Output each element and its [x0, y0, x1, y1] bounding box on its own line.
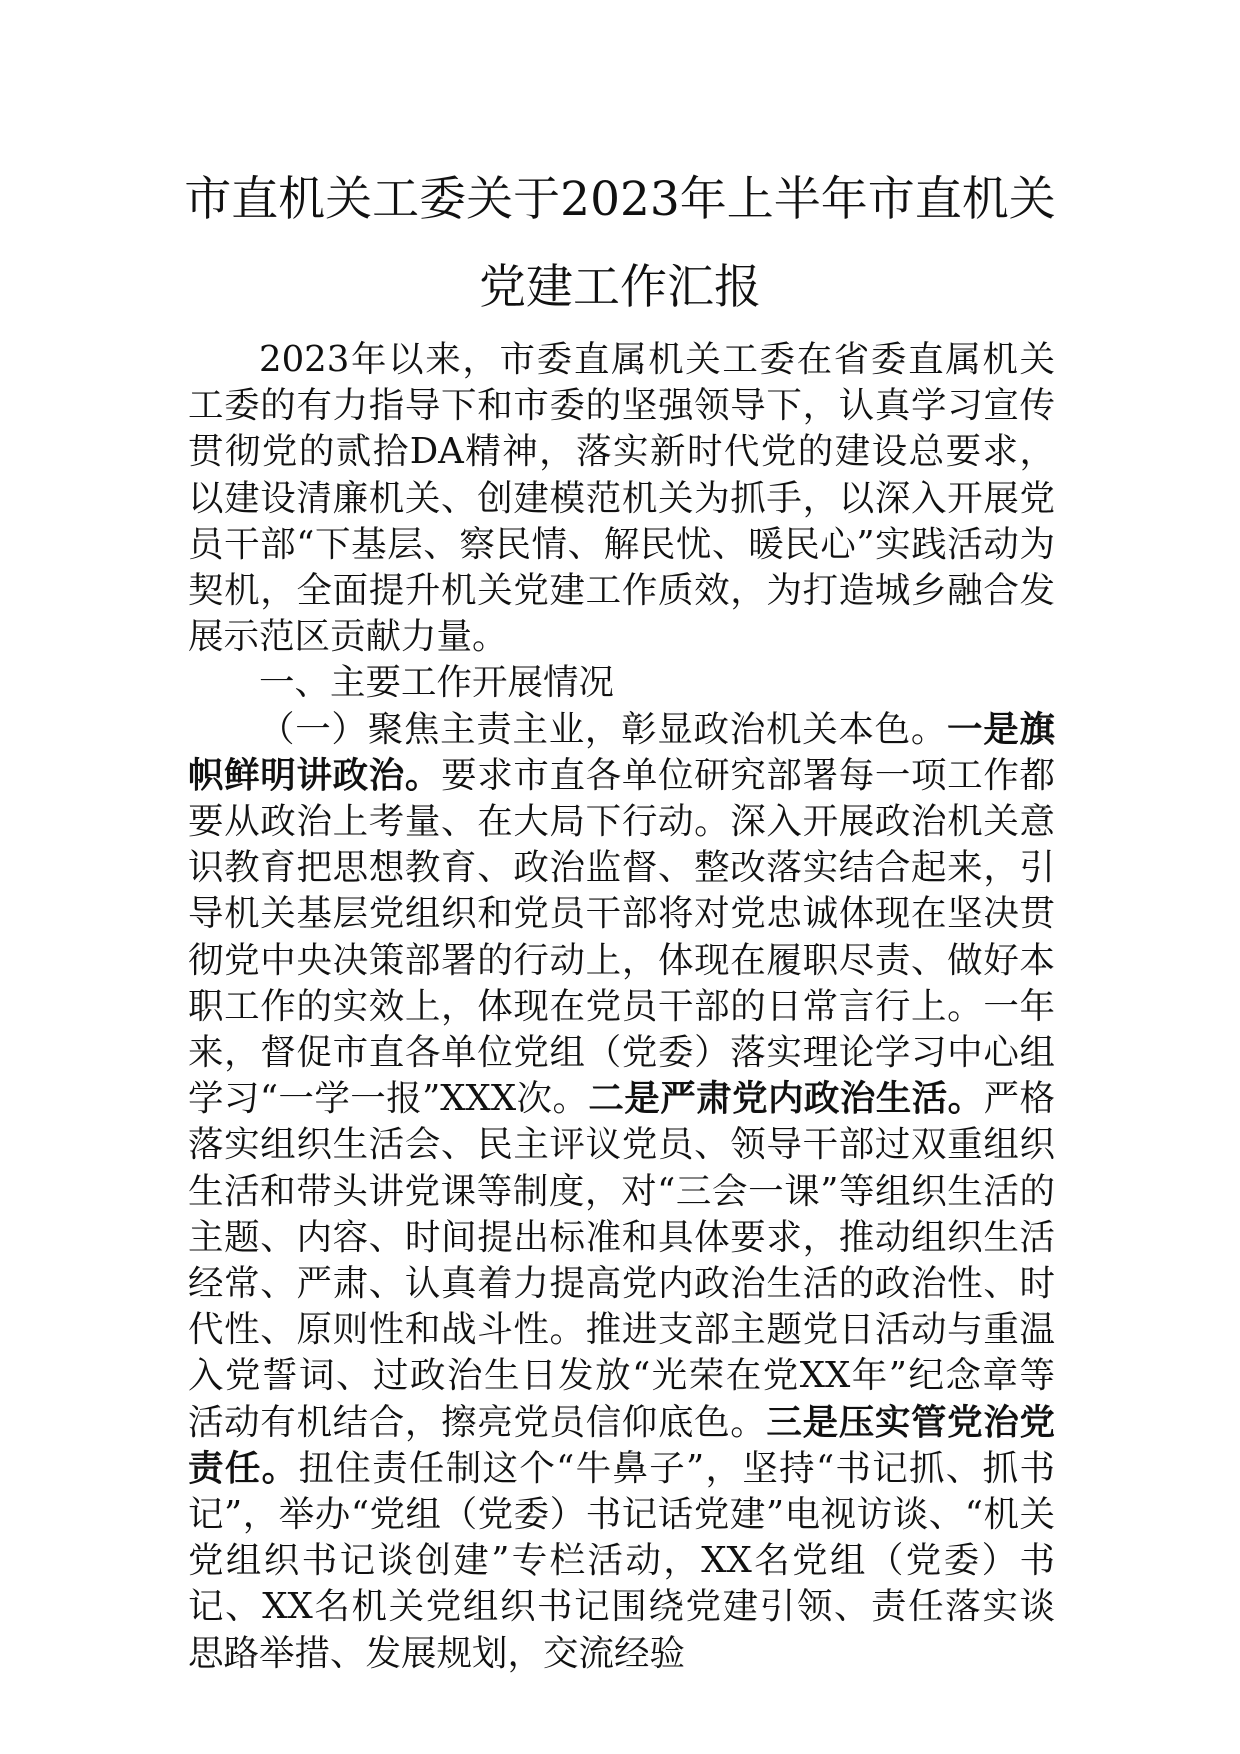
point-3-text: 扭住责任制这个“牛鼻子”，坚持“书记抓、抓书记”，举办“党组（党委）书记话党建”电视访谈、“机关党组织书记谈创建”专栏活动，XX名党组（党委）书记、XX名机关党组织书记围绕党建引领、责任落实谈思路举措、发展规划，交流经验 [188, 1447, 1056, 1674]
section-paragraph [188, 707, 1055, 1677]
document-title-line2: 党建工作汇报 [479, 260, 761, 315]
document-title-line1: 市直机关工委关于2023年上半年市直机关 [184, 172, 1056, 227]
bold-point-1: 一是旗帜鲜明讲政治。 [188, 708, 1055, 796]
subsection-lead: （一）聚焦主责主业，彰显政治机关本色。 [259, 708, 948, 750]
document-body [188, 337, 1055, 1677]
intro-paragraph: 2023年以来，市委直属机关工委在省委直属机关工委的有力指导下和市委的坚强领导下，认真学习宣传贯彻党的贰拾DA精神，落实新时代党的建设总要求，以建设清廉机关、创建模范机关为抓手，以深入开展党员干部“下基层、察民情、解民忧、暖民心”实践活动为契机，全面提升机关党建工作质效，为打造城乡融合发展示范区贡献力量。 [188, 339, 1055, 658]
bold-point-2: 二是严肃党内政治生活。 [588, 1078, 984, 1120]
bold-point-3: 三是压实管党治党责任。 [188, 1401, 1055, 1489]
section-heading: 一、主要工作开展情况 [259, 662, 615, 704]
point-2-text: 严格落实组织生活会、民主评议党员、领导干部过双重组织生活和带头讲党课等制度，对“三会一课”等组织生活的主题、内容、时间提出标准和具体要求，推动组织生活经常、严肃、认真着力提高党内政治生活的政治性、时代性、原则性和战斗性。推进支部主题党日活动与重温入党誓词、过政治生日发放“光荣在党XX年”纪念章等活动有机结合，擦亮党员信仰底色。 [188, 1078, 1055, 1443]
point-1-text: 要求市直各单位研究部署每一项工作都要从政治上考量、在大局下行动。深入开展政治机关意识教育把思想教育、政治监督、整改落实结合起来，引导机关基层党组织和党员干部将对党忠诚体现在坚决贯彻党中央决策部署的行动上，体现在履职尽责、做好本职工作的实效上，体现在党员干部的日常言行上。一年来，督促市直各单位党组（党委）落实理论学习中心组学习“一学一报”XXX次。 [188, 754, 1055, 1120]
